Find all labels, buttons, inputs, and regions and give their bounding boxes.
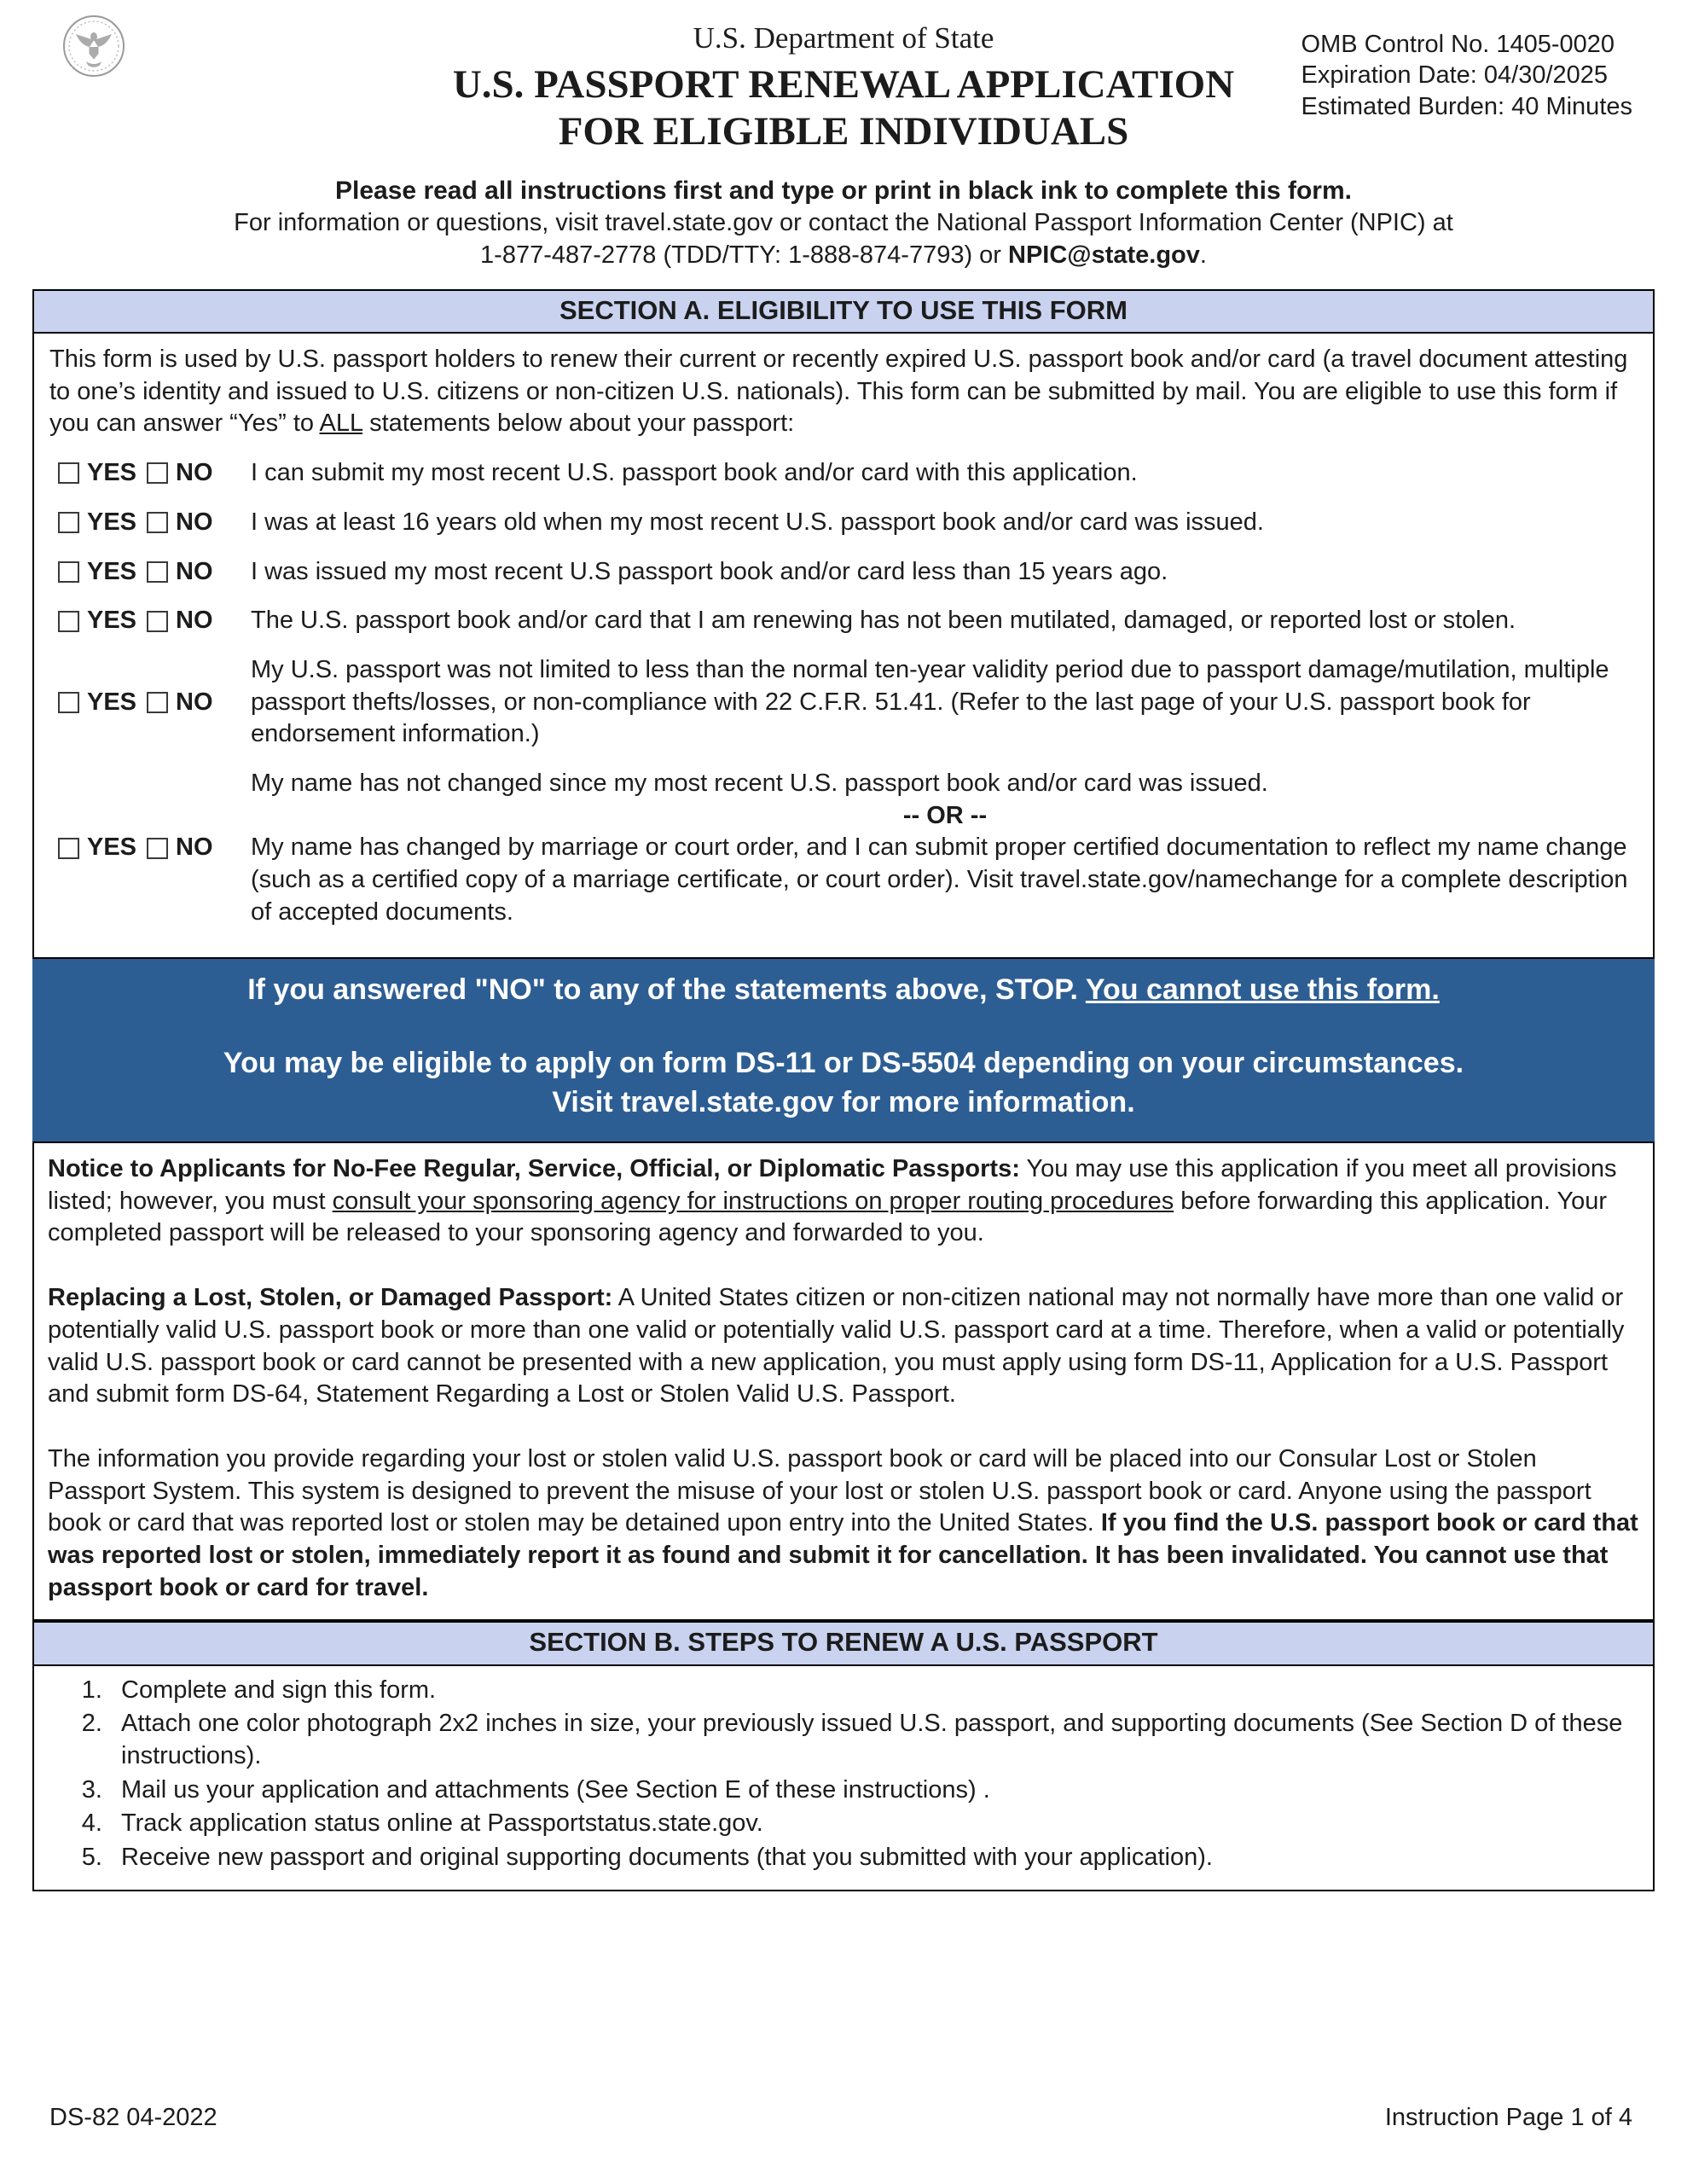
stop-banner-line1-underlined: You cannot use this form. [1085,973,1440,1007]
intro-bold-line: Please read all instructions first and type or print in black ink to complete this form. [335,177,1352,206]
stop-banner [32,959,1655,1141]
notice-lost-bold: If you find the U.S. passport book or card that was reported lost or stolen, immediately report it as found and submit it for cancellation. It has been invalidated. You cannot use that passport book or card for travel. [48,1509,1638,1601]
step-item-5: 5. Receive new passport and original supporting documents (that you submitted with your application). [109,1842,1639,1874]
yes-checkbox-1[interactable] [58,462,79,484]
notice-no-fee-tail: before forwarding this application. Your completed passport will be released to your sponsoring agency and forwarded to you. [48,1187,1608,1247]
step-item-3: 3. Mail us your application and attachments (See Section E of these instructions) . [109,1774,1639,1807]
page-number: Instruction Page 1 of 4 [1384,2104,1632,2132]
no-checkbox-1[interactable] [147,462,168,484]
yes-choice-5[interactable] [58,687,147,719]
stop-banner-line1 [53,971,1634,1010]
step-item-4: 4. Track application status online at Passportstatus.state.gov. [109,1808,1639,1840]
yes-choice-1[interactable] [58,457,147,490]
agency-name: U.S. Department of State [693,21,994,55]
state-department-seal-icon [61,14,126,78]
notice-lost-text: The information you provide regarding your lost or stolen valid U.S. passport book or card will be placed into our Consular Lost or Stolen Passport System. This system is designed to prevent the misuse of your lost or stolen U.S. passport book or card. Anyone using the passport book or card that was reported lost or stolen may be detained upon entry into the United States. [48,1444,1591,1537]
no-label: NO [176,508,213,536]
yes-choice-6[interactable] [58,832,147,864]
section-a-intro-all: ALL [319,410,363,438]
page-footer [49,2102,1632,2135]
yes-label: YES [87,508,137,536]
notice-replacing-text: A United States citizen or non-citizen national may not normally have more than one valid or potentially valid U.S. passport book or more than one valid or potentially valid U.S. passport card at a time. Therefore, when a valid or potentially valid U.S. passport book or card cannot be presented with a new application, you must apply using form DS-11, Application for a U.S. Passport and submit form DS-64, Statement Regarding a Lost or Stolen Valid U.S. Passport. [48,1284,1625,1409]
notice-lost-stolen [48,1443,1639,1604]
step-item-1: 1. Complete and sign this form. [109,1675,1639,1707]
statement-text-5: My U.S. passport was not limited to less than the normal ten-year validity period due to passport damage/mutilation, multiple passport thefts/losses, or non-compliance with 22 C.F.R. 51.41. (Refer to the last page of your U.S. passport book for endorsement information.) [251,655,1609,748]
statement-6-line2: My name has changed by marriage or court order, and I can submit proper certified documentation to reflect my name change (such as a certified copy of a marriage certificate, or court order). Visit travel.state.gov/namechange for a complete description of accepted documents. [251,834,1628,926]
renewal-steps-list [109,1675,1639,1874]
yes-label: YES [87,834,137,862]
section-b-body [32,1666,1655,1891]
notice-replacing-lead: Replacing a Lost, Stolen, or Damaged Passport: [48,1284,613,1312]
section-a-header [32,289,1655,334]
omb-estimated-burden: Estimated Burden: 40 Minutes [1301,92,1632,120]
statement-text-1: I can submit my most recent U.S. passport book and/or card with this application. [251,459,1138,487]
omb-control-number: OMB Control No. 1405-0020 [1301,31,1615,58]
no-checkbox-4[interactable] [147,611,168,632]
yes-label: YES [87,459,137,487]
no-checkbox-5[interactable] [147,692,168,713]
yes-label: YES [87,607,137,635]
stop-banner-line2: You may be eligible to apply on form DS-11 or DS-5504 depending on your circumstances. [223,1047,1464,1080]
yes-choice-2[interactable] [58,507,147,539]
yes-checkbox-4[interactable] [58,611,79,632]
omb-block [1301,29,1632,122]
yes-checkbox-3[interactable] [58,561,79,583]
no-label: NO [176,834,213,862]
no-choice-4[interactable] [147,605,242,637]
stop-banner-spacer [53,1010,1634,1044]
contact-email: NPIC@state.gov [1008,241,1200,270]
notice-no-fee-underlined: consult your sponsoring agency for instructions on proper routing procedures [332,1187,1174,1215]
eligibility-statement-row-6 [48,768,1639,928]
statement-text-3: I was issued my most recent U.S passport book and/or card less than 15 years ago. [251,557,1168,585]
step-item-2: 2. Attach one color photograph 2x2 inches in size, your previously issued U.S. passport, and supporting documents (See Section D of these instructions). [109,1708,1639,1772]
no-checkbox-3[interactable] [147,561,168,583]
no-checkbox-2[interactable] [147,512,168,533]
form-title-line2: FOR ELIGIBLE INDIVIDUALS [558,108,1129,154]
eligibility-statement-row-1 [48,457,1639,490]
form-number: DS-82 04-2022 [49,2104,217,2132]
contact-period: . [1199,241,1207,270]
section-a-intro-text: This form is used by U.S. passport holders to renew their current or recently expired U.S. passport book and/or card (a travel document attesting to one’s identity and issued to U.S. citizens or non-citizen U.S. nationals). This form can be submitted by mail. You are eligible to use this form if you can answer “Yes” to [49,346,1628,438]
yes-choice-3[interactable] [58,556,147,589]
yes-label: YES [87,688,137,716]
notice-no-fee [48,1153,1639,1250]
yes-label: YES [87,557,137,585]
section-a-body [32,334,1655,959]
eligibility-statement-row-3 [48,556,1639,589]
intro-contact-line [0,240,1687,272]
no-checkbox-6[interactable] [147,838,168,859]
stop-banner-line3: Visit travel.state.gov for more information. [552,1086,1135,1119]
yes-checkbox-2[interactable] [58,512,79,533]
omb-expiration-date: Expiration Date: 04/30/2025 [1301,61,1609,90]
yes-checkbox-6[interactable] [58,838,79,859]
intro-instructions [0,174,1687,271]
no-label: NO [176,688,213,716]
no-choice-1[interactable] [147,457,242,490]
yes-choice-4[interactable] [58,605,147,637]
stop-banner-line1-text: If you answered "NO" to any of the statements above, STOP. [247,973,1086,1007]
no-choice-3[interactable] [147,556,242,589]
section-b-header [32,1621,1655,1665]
notice-replacing [48,1282,1639,1411]
eligibility-statement-row-2 [48,507,1639,539]
intro-info-line: For information or questions, visit travel.state.gov or contact the National Passport Information Center (NPIC) at [234,209,1453,237]
statement-text-4: The U.S. passport book and/or card that I am renewing has not been mutilated, damaged, or reported lost or stolen. [251,607,1516,635]
no-label: NO [176,557,213,585]
statement-text-6 [242,768,1639,928]
contact-numbers: 1-877-487-2778 (TDD/TTY: 1-888-874-7793) or [480,241,1009,270]
notice-no-fee-lead: Notice to Applicants for No-Fee Regular, Service, Official, or Diplomatic Passports: [48,1155,1020,1183]
eligibility-statement-row-5 [48,654,1639,751]
section-b-title: SECTION B. STEPS TO RENEW A U.S. PASSPORT [529,1627,1158,1658]
statement-text-2: I was at least 16 years old when my most recent U.S. passport book and/or card was issued. [251,508,1264,536]
section-a-intro [49,344,1638,440]
no-label: NO [176,607,213,635]
statement-6-or-separator: -- OR -- [902,801,988,829]
section-a-intro-tail: statements below about your passport: [362,410,795,438]
statement-6-line1: My name has not changed since my most recent U.S. passport book and/or card was issued. [251,769,1268,797]
section-a-title: SECTION A. ELIGIBILITY TO USE THIS FORM [559,294,1128,325]
yes-checkbox-5[interactable] [58,692,79,713]
eligibility-statement-row-4 [48,605,1639,637]
notice-no-fee-text: You may use this application if you meet all provisions listed; however, you must [48,1155,1617,1215]
form-header [0,0,1687,155]
no-choice-6[interactable] [147,832,242,864]
no-choice-5[interactable] [147,687,242,719]
form-title-line1: U.S. PASSPORT RENEWAL APPLICATION [452,61,1235,107]
no-label: NO [176,459,213,487]
notices-section [32,1141,1655,1621]
no-choice-2[interactable] [147,507,242,539]
